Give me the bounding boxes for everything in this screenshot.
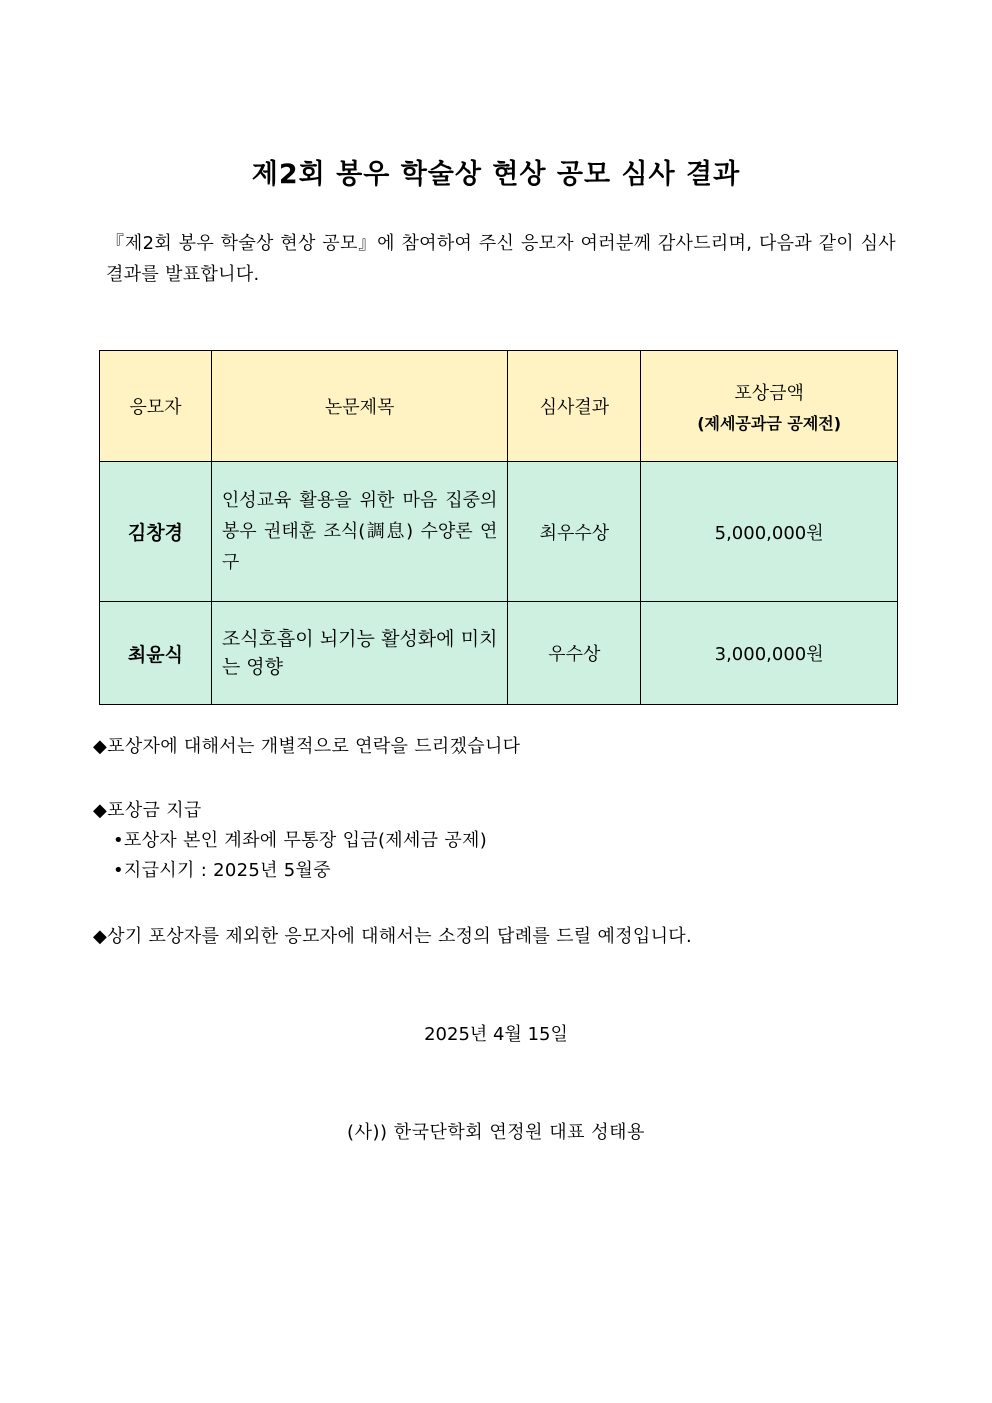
table-row: [100, 602, 898, 705]
header-prize: [641, 351, 898, 462]
paper-title: 조식호흡이 뇌기능 활성화에 미치는 영향: [211, 602, 508, 705]
note-payment-time: •지급시기 : 2025년 5월중: [113, 860, 331, 881]
header-paper-title: 논문제목: [211, 351, 508, 462]
note-payment-method: •포상자 본인 계좌에 무통장 입금(제세금 공제): [113, 830, 488, 851]
result-award: 최우수상: [508, 462, 641, 602]
prize-amount: 5,000,000원: [641, 462, 898, 602]
document-title: 제2회 봉우 학술상 현상 공모 심사 결과: [251, 159, 741, 190]
signature: (사)) 한국단학회 연정원 대표 성태용: [347, 1122, 645, 1143]
document-date: 2025년 4월 15일: [424, 1024, 568, 1045]
header-prize-note: (제세공과금 공제전): [697, 413, 842, 433]
note-contact: ◆포상자에 대해서는 개별적으로 연락을 드리겠습니다: [93, 736, 521, 757]
header-applicant: 응모자: [100, 351, 212, 462]
table-row: [100, 462, 898, 602]
note-payment-heading: ◆포상금 지급: [93, 800, 202, 821]
paper-title: 인성교육 활용을 위한 마음 집중의 봉우 권태훈 조식(調息) 수양론 연구: [211, 462, 508, 602]
table-header-row: [100, 351, 898, 462]
intro-paragraph: 『제2회 봉우 학술상 현상 공모』에 참여하여 주신 응모자 여러분께 감사드리며, 다음과 같이 심사 결과를 발표합니다.: [106, 233, 896, 285]
header-result: 심사결과: [508, 351, 641, 462]
applicant-name: 김창경: [100, 462, 212, 602]
note-others: ◆상기 포상자를 제외한 응모자에 대해서는 소정의 답례를 드릴 예정입니다.: [93, 926, 692, 947]
results-table: [99, 350, 898, 705]
header-prize-label: 포상금액: [734, 382, 804, 404]
prize-amount: 3,000,000원: [641, 602, 898, 705]
result-award: 우수상: [508, 602, 641, 705]
notes-section: [93, 732, 893, 952]
applicant-name: 최윤식: [100, 602, 212, 705]
